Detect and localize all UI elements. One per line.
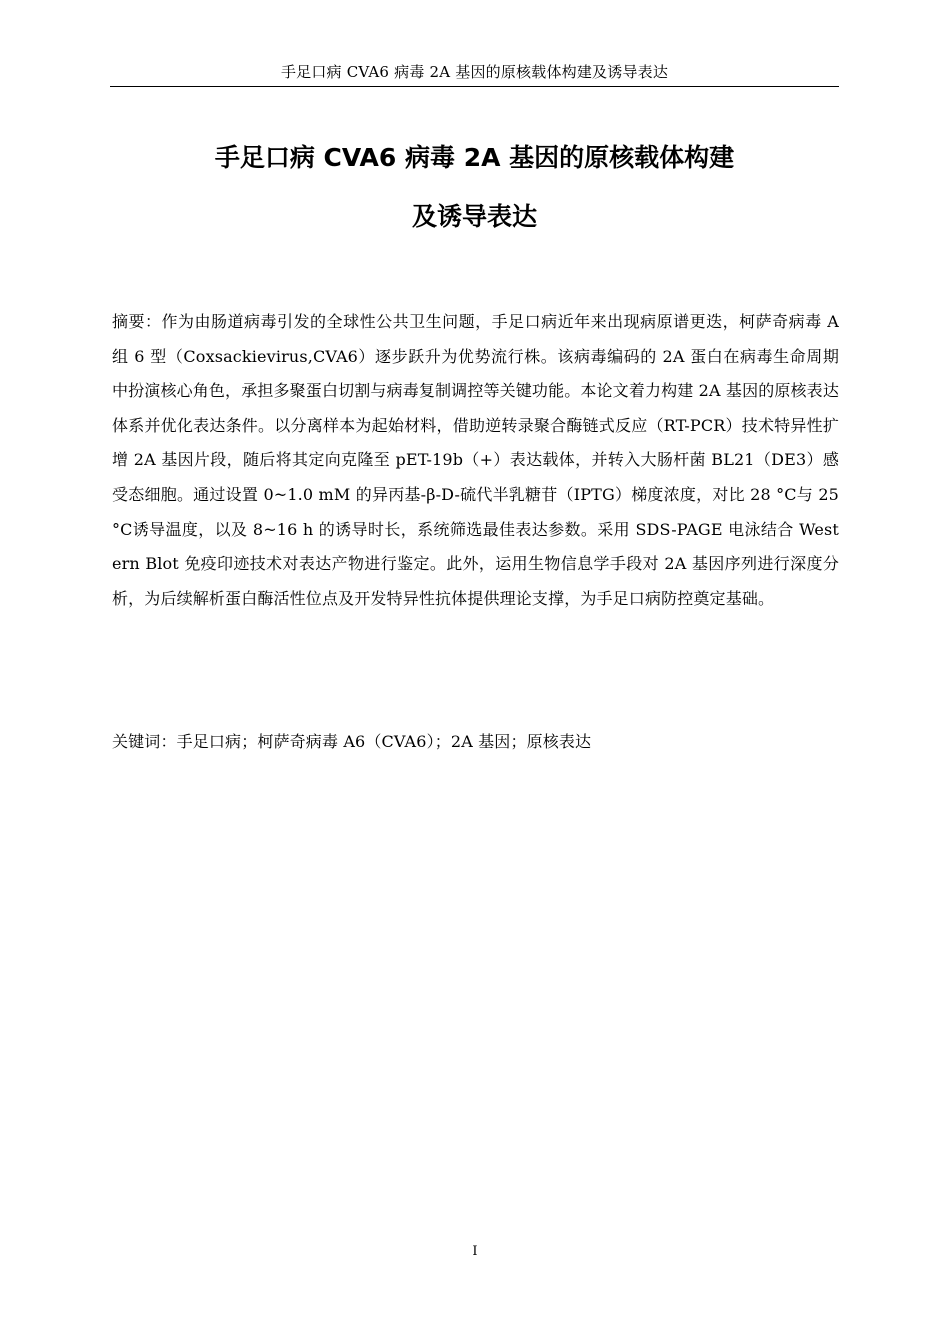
abstract-paragraph xyxy=(112,305,839,616)
page-number: I xyxy=(472,1244,478,1259)
title-line-1: 手足口病 CVA6 病毒 2A 基因的原核载体构建 xyxy=(214,143,735,172)
title-line-2: 及诱导表达 xyxy=(411,202,537,231)
abstract-text: 作为由肠道病毒引发的全球性公共卫生问题，手足口病近年来出现病原谱更迭，柯萨奇病毒 A 组 6 型（Coxsackievirus,CVA6）逐步跃升为优势流行株。该病毒编码的 2A 蛋白在病毒生命周期中扮演核心角色，承担多聚蛋白切割与病毒复制调控等关键功能。本论文着力构建 2A 基因的原核表达体系并优化表达条件。以分离样本为起始材料，借助逆转录聚合酶链式反应（RT-PCR）技术特异性扩增 2A 基因片段，随后将其定向克隆至 pET-19b（+）表达载体，并转入大肠杆菌 BL21（DE3）感受态细胞。通过设置 0~1.0 mM 的异丙基-β-D-硫代半乳糖苷（IPTG）梯度浓度，对比 28 °C与 25 °C诱导温度，以及 8~16 h 的诱导时长，系统筛选最佳表达参数。采用 SDS-PAGE 电泳结合 Western Blot 免疫印迹技术对表达产物进行鉴定。此外，运用生物信息学手段对 2A 基因序列进行深度分析，为后续解析蛋白酶活性位点及开发特异性抗体提供理论支撑，为手足口病防控奠定基础。 xyxy=(112,312,839,608)
running-header: 手足口病 CVA6 病毒 2A 基因的原核载体构建及诱导表达 xyxy=(280,63,669,81)
keywords-line xyxy=(112,725,839,759)
abstract-label: 摘要： xyxy=(112,312,162,331)
header-divider xyxy=(110,86,839,87)
document-title xyxy=(110,140,839,235)
keywords-text: 手足口病；柯萨奇病毒 A6（CVA6）；2A 基因；原核表达 xyxy=(176,732,592,751)
keywords-label: 关键词： xyxy=(112,732,177,751)
